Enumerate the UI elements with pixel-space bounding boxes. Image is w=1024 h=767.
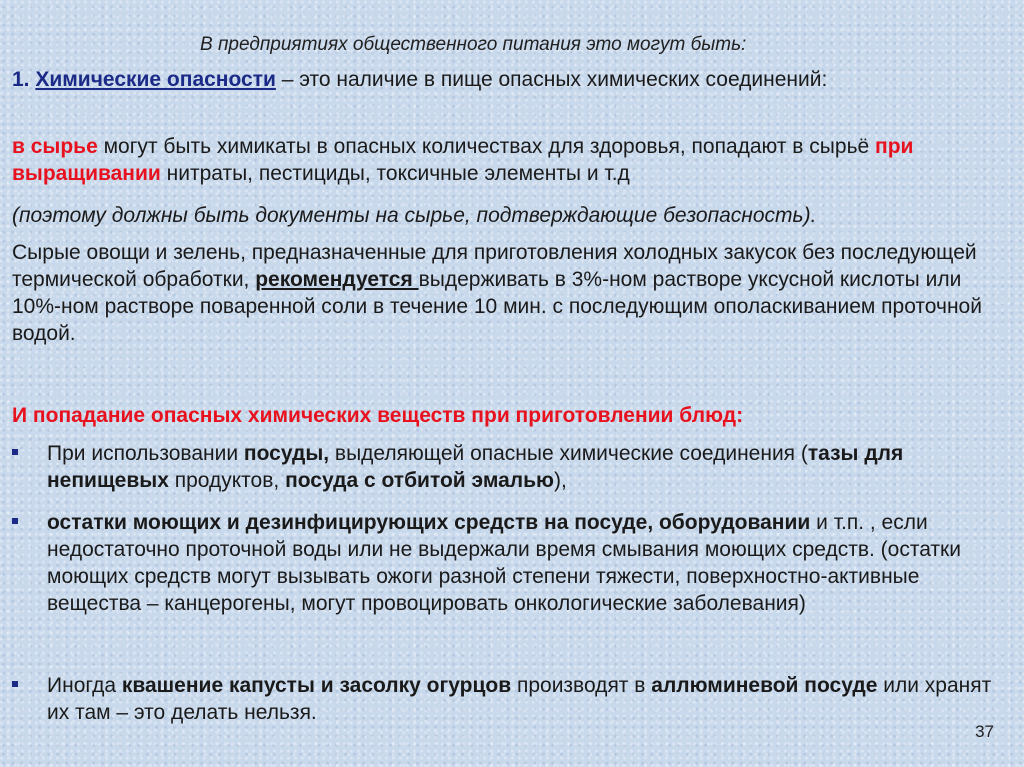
text-fragment: производят в <box>511 674 652 697</box>
text-basins: тазы для непищевых <box>47 442 904 492</box>
item-title: Химические опасности <box>35 68 276 91</box>
raw-materials-paragraph <box>12 133 1012 187</box>
text-fragment: При использовании <box>47 442 244 465</box>
page-number: 37 <box>975 722 994 741</box>
veg-b: выдерживать в 3%-ном растворе уксусной кислоты или 10%-ном растворе поваренной соли в течение 10 мин. с последующим ополаскиванием проточной водой. <box>12 268 982 345</box>
bullet-text <box>47 509 1009 617</box>
text-aluminum: аллюминевой посуде <box>651 674 878 697</box>
docs-note: (поэтому должны быть документы на сырье, подтверждающие безопасность). <box>12 204 817 227</box>
text-chipped: посуда с отбитой эмалью <box>285 469 554 492</box>
bullet-square-icon <box>12 449 18 455</box>
raw-tail: нитраты, пестициды, токсичные элементы и т.д <box>160 162 630 185</box>
veg-a: Сырые овощи и зелень, предназначенные для приготовления холодных закусок без последующей термической обработки, <box>12 241 977 291</box>
bullet-text <box>47 672 1009 726</box>
raw-lead: в сырье <box>12 135 98 158</box>
item-rest: – это наличие в пище опасных химических соединений: <box>275 68 828 91</box>
text-fragment: выделяющей опасные химические соединения ( <box>329 442 808 465</box>
veg-recommended: рекомендуется <box>255 268 419 291</box>
text-fragment: или хранят их там – это делать нельзя. <box>47 674 992 724</box>
bullet-square-icon <box>12 681 18 687</box>
text-fragment: ), <box>553 469 567 492</box>
intro-text: В предприятиях общественного питания это могут быть: <box>200 34 747 55</box>
text-fragment: продуктов, <box>168 469 286 492</box>
text-dishes: посуды, <box>243 442 330 465</box>
text-fragment: и т.п. , если недостаточно проточной воды или не выдержали время смывания моющих средств. (остатки моющих средств могут вызывать ожоги разной степени тяжести, поверхностно-активные вещества – канцерогены, могут провоцировать онкологические заболевания) <box>47 511 961 615</box>
bullet-text <box>47 440 1009 494</box>
bullet-square-icon <box>12 518 18 524</box>
raw-growing: при выращивании <box>12 135 914 185</box>
item-number: 1. <box>12 68 36 91</box>
raw-mid: могут быть химикаты в опасных количествах для здоровья, попадают в сырьё <box>97 135 876 158</box>
text-detergents: остатки моющих и дезинфицирующих средств на посуде, оборудовании <box>47 511 811 534</box>
text-fragment: Иногда <box>47 674 122 697</box>
section-heading: И попадание опасных химических веществ при приготовлении блюд: <box>12 404 744 427</box>
text-pickling: квашение капусты и засолку огурцов <box>121 674 512 697</box>
item-chemical-hazards <box>12 66 1012 93</box>
vegetables-paragraph <box>12 239 1012 347</box>
